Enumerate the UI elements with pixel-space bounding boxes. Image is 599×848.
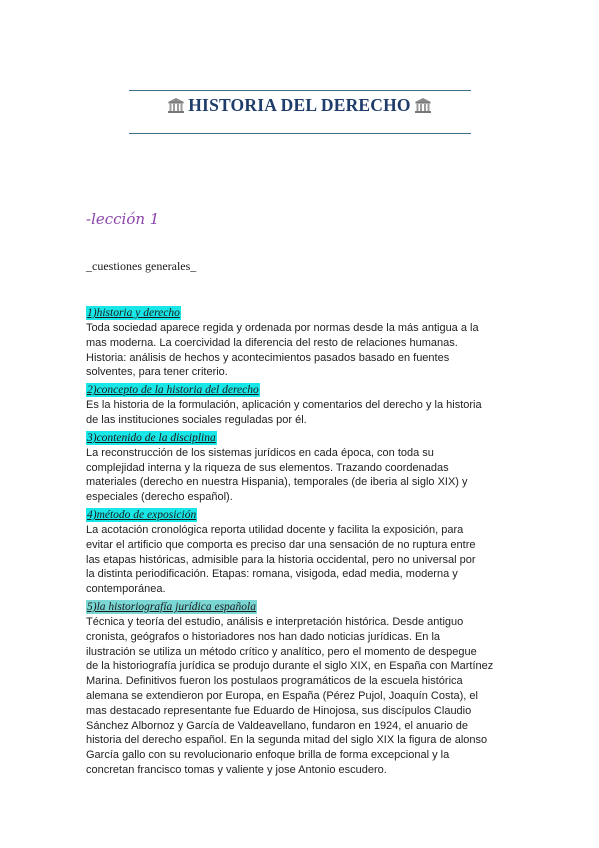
text-line: Técnica y teoría del estudio, análisis e interpretación histórica. Desde antiguo [86, 615, 464, 628]
section [86, 597, 514, 778]
section-paragraph [86, 523, 514, 597]
text-line: La reconstrucción de los sistemas jurídicos en cada época, con toda su [86, 446, 434, 459]
section [86, 505, 514, 597]
lesson-label: -lección 1 [86, 210, 160, 228]
section [86, 303, 514, 380]
text-line: La acotación cronológica reporta utilidad docente y facilita la exposición, para [86, 523, 464, 536]
text-line: Toda sociedad aparece regida y ordenada por normas desde la más antigua a la [86, 322, 479, 334]
title-top-rule [129, 90, 471, 91]
text-line: mas moderna. La coercividad la diferencia del resto de relaciones humanas. [86, 336, 458, 349]
section [86, 428, 514, 505]
text-line: evitar el artificio que comporta es preciso dar una sensación de no ruptura entre [86, 538, 476, 551]
text-line: de la historiografía jurídica se produjo durante el siglo XIX, en España con Martínez [86, 660, 494, 673]
text-line: las etapas históricas, admisible para la historia occidental, pero no universal por [86, 553, 476, 566]
document-title-row [0, 95, 599, 119]
text-line: concretan francisco tomas y valiente y jose Antonio escudero. [86, 763, 387, 776]
text-line: mas destacado representante fue Eduardo de Hinojosa, sus discípulos Claudio [86, 704, 472, 717]
text-line: alemana se extendieron por Europa, en España (Pérez Pujol, Joaquín Costa), el [86, 689, 478, 702]
section-heading: 1)historia y derecho [87, 307, 180, 319]
text-line: Es la historia de la formulación, aplicación y comentarios del derecho y la historia [86, 399, 482, 412]
text-line: de las instituciones sociales reguladas por él. [86, 413, 307, 426]
section-heading: 2)concepto de la historia del derecho [87, 384, 259, 397]
text-line: García gallo con su revolucionario enfoque brilla de forma excepcional y la [86, 749, 450, 762]
document-body [86, 303, 514, 778]
text-line: contemporánea. [86, 583, 166, 596]
section-paragraph [86, 398, 514, 428]
text-line: especiales (derecho español). [86, 491, 233, 504]
classical-building-icon [167, 97, 185, 119]
document-title: HISTORIA DEL DERECHO [188, 95, 411, 115]
text-line: solventes, para tener criterio. [86, 366, 228, 379]
classical-building-icon [414, 97, 432, 119]
text-line: historia del derecho español. En la segunda mitad del siglo XIX la figura de alonso [86, 734, 488, 747]
text-line: Marina. Definitivos fueron los postulaos programáticos de la escuela histórica [86, 675, 463, 688]
text-line: complejidad interna y la riqueza de sus elementos. Trazando coordenadas [86, 461, 449, 474]
section-heading: 5)la historiografía jurídica española [87, 600, 256, 613]
text-line: materiales (derecho en nuestra Hispania), temporales (de iberia al siglo XIX) y [86, 476, 468, 489]
section-paragraph [86, 615, 514, 778]
section-heading: 3)contenido de la disciplina [87, 431, 216, 444]
text-line: Sánchez Albornoz y García de Valdeavellano, fundaron en 1924, el anuario de [86, 719, 469, 732]
section-heading: 4)método de exposición [87, 508, 197, 521]
text-line: la distinta periodificación. Etapas: romana, visigoda, edad media, moderna y [86, 568, 458, 581]
section-paragraph [86, 321, 514, 380]
section-subtitle: _cuestiones generales_ [86, 259, 197, 273]
title-bottom-rule [129, 133, 471, 134]
text-line: Historia: análisis de hechos y acontecimientos pasados basado en fuentes [86, 351, 450, 364]
section [86, 380, 514, 428]
text-line: cronista, geógrafos o historiadores nos han dado noticias jurídicas. En la [86, 630, 441, 643]
text-line: ilustración se utiliza un método crítico y analítico, pero el momento de despegue [86, 645, 477, 658]
section-paragraph [86, 446, 514, 505]
